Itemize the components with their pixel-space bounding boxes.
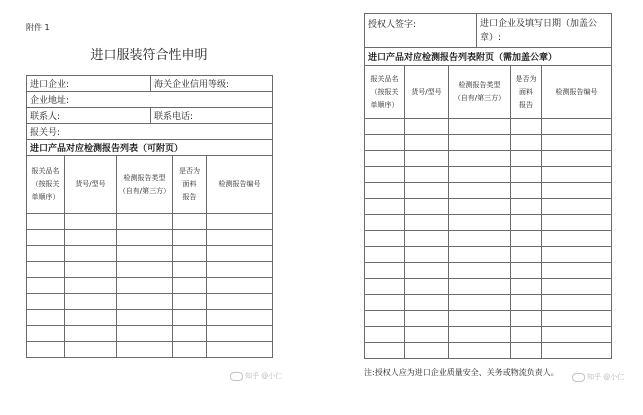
table-cell[interactable]	[405, 135, 449, 151]
appendix-header-row	[365, 66, 612, 119]
table-cell[interactable]	[173, 214, 207, 230]
col-header-name: 报关品名 （按报关 单顺序）	[365, 66, 405, 119]
table-cell[interactable]	[207, 230, 273, 246]
table-row	[365, 183, 612, 199]
table-cell[interactable]	[542, 247, 612, 263]
table-cell[interactable]	[449, 183, 511, 199]
col-header-report-type: 检测报告类型 （自有/第三方）	[117, 156, 173, 214]
table-cell[interactable]	[405, 327, 449, 343]
table-row	[365, 327, 612, 343]
table-cell[interactable]	[27, 262, 65, 278]
table-cell[interactable]	[542, 151, 612, 167]
table-cell[interactable]	[207, 246, 273, 262]
contact-field[interactable]: 联系人:	[27, 108, 151, 124]
table-cell[interactable]	[365, 311, 405, 327]
col-header-fabric: 是否为 面料 报告	[173, 156, 207, 214]
table-cell[interactable]	[542, 295, 612, 311]
table-cell[interactable]	[449, 199, 511, 215]
table-cell[interactable]	[405, 199, 449, 215]
table-cell[interactable]	[207, 262, 273, 278]
col-header-report-no: 检测报告编号	[542, 66, 612, 119]
importer-field[interactable]: 进口企业:	[27, 76, 151, 92]
table-cell[interactable]	[365, 199, 405, 215]
col-header-name: 报关品名 （按报关 单顺序）	[27, 156, 65, 214]
table-cell[interactable]	[117, 294, 173, 310]
table-cell[interactable]	[365, 231, 405, 247]
table-cell[interactable]	[27, 326, 65, 342]
table-cell[interactable]	[511, 119, 542, 135]
table-cell[interactable]	[65, 214, 117, 230]
table-cell[interactable]	[173, 326, 207, 342]
table-cell[interactable]	[511, 343, 542, 359]
table-cell[interactable]	[173, 262, 207, 278]
table-cell[interactable]	[449, 151, 511, 167]
table-cell[interactable]	[449, 247, 511, 263]
table-row	[27, 230, 273, 246]
table-cell[interactable]	[405, 247, 449, 263]
table-cell[interactable]	[511, 247, 542, 263]
section-heading: 进口产品对应检测报告列表（可附页）	[27, 140, 273, 156]
table-cell[interactable]	[207, 342, 273, 358]
signature-block	[364, 13, 612, 66]
table-cell[interactable]	[542, 343, 612, 359]
table-cell[interactable]	[207, 310, 273, 326]
company-date-field[interactable]: 进口企业及填写日期（加盖公章）:	[477, 14, 612, 48]
table-row	[365, 295, 612, 311]
right-section-heading: 进口产品对应检测报告列表附页（需加盖公章）	[365, 48, 612, 66]
table-row	[27, 342, 273, 358]
watermark-left: 知乎 @小仁	[230, 371, 282, 381]
table-cell[interactable]	[449, 119, 511, 135]
table-cell[interactable]	[365, 343, 405, 359]
table-cell[interactable]	[449, 215, 511, 231]
table-cell[interactable]	[405, 183, 449, 199]
table-row	[365, 135, 612, 151]
table-cell[interactable]	[65, 262, 117, 278]
table-row	[27, 262, 273, 278]
table-cell[interactable]	[173, 310, 207, 326]
table-cell[interactable]	[27, 230, 65, 246]
table-cell[interactable]	[542, 199, 612, 215]
table-cell[interactable]	[173, 230, 207, 246]
table-cell[interactable]	[65, 278, 117, 294]
table-cell[interactable]	[449, 311, 511, 327]
table-cell[interactable]	[511, 263, 542, 279]
table-cell[interactable]	[65, 326, 117, 342]
table-cell[interactable]	[365, 183, 405, 199]
table-cell[interactable]	[365, 327, 405, 343]
table-cell[interactable]	[449, 263, 511, 279]
table-cell[interactable]	[449, 167, 511, 183]
table-cell[interactable]	[511, 151, 542, 167]
credit-level-field[interactable]: 海关企业信用等级:	[151, 76, 273, 92]
table-cell[interactable]	[27, 342, 65, 358]
table-row	[365, 151, 612, 167]
address-field[interactable]: 企业地址:	[27, 92, 273, 108]
table-cell[interactable]	[405, 151, 449, 167]
table-cell[interactable]	[449, 279, 511, 295]
table-cell[interactable]	[542, 263, 612, 279]
table-cell[interactable]	[365, 151, 405, 167]
table-cell[interactable]	[117, 326, 173, 342]
watermark-right: 知乎 @小仁	[572, 372, 624, 382]
table-cell[interactable]	[405, 311, 449, 327]
table-cell[interactable]	[511, 311, 542, 327]
col-header-model: 货号/型号	[65, 156, 117, 214]
table-cell[interactable]	[365, 215, 405, 231]
table-cell[interactable]	[65, 246, 117, 262]
table-cell[interactable]	[449, 327, 511, 343]
table-row	[27, 246, 273, 262]
attachment-label: 附件 1	[26, 23, 50, 32]
table-cell[interactable]	[117, 262, 173, 278]
table-cell[interactable]	[27, 214, 65, 230]
table-cell[interactable]	[511, 215, 542, 231]
table-cell[interactable]	[365, 247, 405, 263]
table-cell[interactable]	[207, 278, 273, 294]
appendix-report-table	[364, 65, 612, 359]
table-cell[interactable]	[365, 279, 405, 295]
table-cell[interactable]	[117, 214, 173, 230]
table-row	[365, 311, 612, 327]
table-row	[365, 231, 612, 247]
table-row	[365, 167, 612, 183]
table-cell[interactable]	[365, 119, 405, 135]
table-cell[interactable]	[65, 310, 117, 326]
table-cell[interactable]	[542, 119, 612, 135]
table-row	[27, 278, 273, 294]
table-cell[interactable]	[173, 294, 207, 310]
table-cell[interactable]	[449, 135, 511, 151]
table-row	[365, 247, 612, 263]
page-title: 进口服装符合性申明	[90, 48, 208, 63]
table-cell[interactable]	[511, 199, 542, 215]
table-cell[interactable]	[511, 135, 542, 151]
table-row	[27, 310, 273, 326]
table-cell[interactable]	[65, 294, 117, 310]
table-row	[27, 214, 273, 230]
table-cell[interactable]	[542, 183, 612, 199]
table-cell[interactable]	[511, 295, 542, 311]
table-cell[interactable]	[27, 310, 65, 326]
table-cell[interactable]	[511, 279, 542, 295]
table-cell[interactable]	[511, 183, 542, 199]
table-cell[interactable]	[365, 263, 405, 279]
table-cell[interactable]	[65, 342, 117, 358]
table-row	[365, 199, 612, 215]
col-header-report-type: 检测报告类型 （自有/第三方）	[449, 66, 511, 119]
table-row	[27, 294, 273, 310]
table-cell[interactable]	[542, 215, 612, 231]
table-cell[interactable]	[511, 231, 542, 247]
table-cell[interactable]	[117, 310, 173, 326]
table-cell[interactable]	[207, 214, 273, 230]
table-cell[interactable]	[449, 343, 511, 359]
table-header-row	[27, 156, 273, 214]
table-cell[interactable]	[511, 327, 542, 343]
table-cell[interactable]	[365, 167, 405, 183]
declaration-form	[26, 75, 273, 156]
table-cell[interactable]	[542, 311, 612, 327]
table-row	[365, 343, 612, 359]
table-cell[interactable]	[405, 215, 449, 231]
col-header-report-no: 检测报告编号	[207, 156, 273, 214]
table-cell[interactable]	[173, 342, 207, 358]
phone-field[interactable]: 联系电话:	[151, 108, 273, 124]
table-cell[interactable]	[365, 295, 405, 311]
table-cell[interactable]	[207, 326, 273, 342]
table-cell[interactable]	[207, 294, 273, 310]
table-cell[interactable]	[449, 295, 511, 311]
table-cell[interactable]	[542, 327, 612, 343]
zhihu-logo-icon	[230, 372, 243, 381]
table-cell[interactable]	[511, 167, 542, 183]
table-row	[27, 326, 273, 342]
table-row	[365, 279, 612, 295]
table-cell[interactable]	[65, 230, 117, 246]
table-row	[365, 215, 612, 231]
table-cell[interactable]	[27, 294, 65, 310]
table-cell[interactable]	[405, 295, 449, 311]
table-cell[interactable]	[405, 167, 449, 183]
col-header-model: 货号/型号	[405, 66, 449, 119]
footnote: 注:授权人应为进口企业质量安全、关务或物流负责人。	[364, 368, 559, 377]
report-list-table	[26, 155, 273, 358]
table-cell[interactable]	[449, 231, 511, 247]
table-cell[interactable]	[27, 246, 65, 262]
col-header-fabric: 是否为 面料 报告	[511, 66, 542, 119]
table-cell[interactable]	[405, 231, 449, 247]
table-cell[interactable]	[542, 135, 612, 151]
table-row	[365, 263, 612, 279]
table-cell[interactable]	[405, 279, 449, 295]
signature-field[interactable]: 授权人签字:	[365, 14, 477, 48]
table-row	[365, 119, 612, 135]
table-cell[interactable]	[542, 231, 612, 247]
table-cell[interactable]	[405, 263, 449, 279]
table-cell[interactable]	[365, 135, 405, 151]
table-cell[interactable]	[117, 246, 173, 262]
table-cell[interactable]	[173, 246, 207, 262]
declaration-number-field[interactable]: 报关号:	[27, 124, 273, 140]
table-cell[interactable]	[542, 167, 612, 183]
table-cell[interactable]	[27, 278, 65, 294]
table-cell[interactable]	[173, 278, 207, 294]
table-cell[interactable]	[405, 119, 449, 135]
table-cell[interactable]	[405, 343, 449, 359]
table-cell[interactable]	[117, 342, 173, 358]
table-cell[interactable]	[117, 230, 173, 246]
table-cell[interactable]	[542, 279, 612, 295]
table-cell[interactable]	[117, 278, 173, 294]
zhihu-logo-icon	[572, 373, 585, 382]
